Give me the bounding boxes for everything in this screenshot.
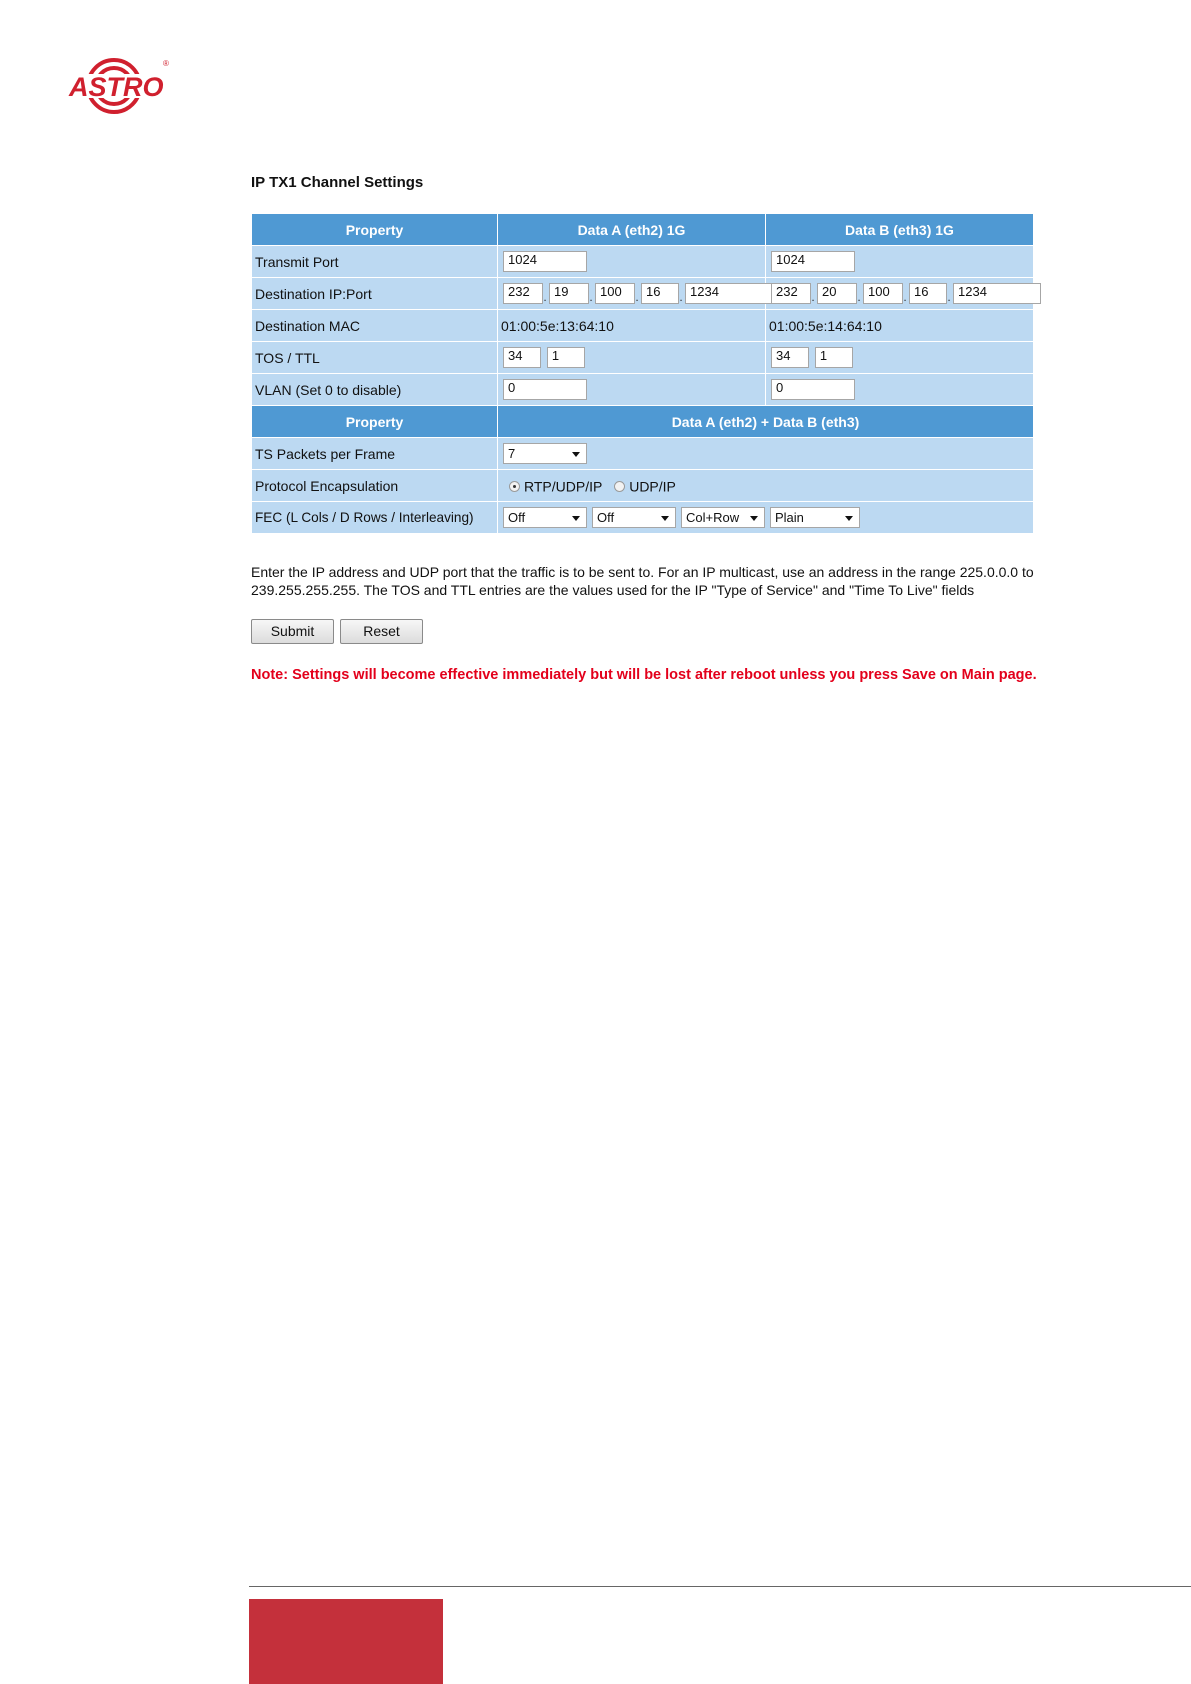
header-data-a: Data A (eth2) 1G <box>498 214 766 246</box>
footer-divider <box>249 1586 1191 1587</box>
table-row <box>252 278 1034 310</box>
dest-ip-b-octet1[interactable]: 232 <box>771 283 811 304</box>
table-row <box>252 470 1034 502</box>
header-property-2: Property <box>252 406 498 438</box>
dot-separator: . <box>679 290 683 304</box>
table-row <box>252 246 1034 278</box>
submit-button[interactable]: Submit <box>251 619 334 644</box>
destination-mac-label: Destination MAC <box>252 310 498 342</box>
protocol-label: Protocol Encapsulation <box>252 470 498 502</box>
fec-mode-value: Plain <box>775 510 804 525</box>
chevron-down-icon <box>572 452 580 457</box>
transmit-port-a-input[interactable]: 1024 <box>503 251 587 272</box>
dot-separator: . <box>635 290 639 304</box>
fec-l-cols-select[interactable] <box>503 507 587 528</box>
vlan-a-input[interactable]: 0 <box>503 379 587 400</box>
vlan-label: VLAN (Set 0 to disable) <box>252 374 498 406</box>
dest-ip-b-octet4[interactable]: 16 <box>909 283 947 304</box>
chevron-down-icon <box>572 516 580 521</box>
svg-text:ASTRO: ASTRO <box>69 72 164 102</box>
header-property: Property <box>252 214 498 246</box>
rtp-udp-ip-label: RTP/UDP/IP <box>524 478 603 495</box>
dot-separator: . <box>811 290 815 304</box>
table-row <box>252 374 1034 406</box>
fec-interleaving-select[interactable] <box>681 507 765 528</box>
dest-ip-b-octet2[interactable]: 20 <box>817 283 857 304</box>
table-row <box>252 438 1034 470</box>
reset-button[interactable]: Reset <box>340 619 423 644</box>
dest-ip-a-octet4[interactable]: 16 <box>641 283 679 304</box>
fec-l-cols-value: Off <box>508 510 526 525</box>
ts-packets-label: TS Packets per Frame <box>252 438 498 470</box>
tos-ttl-label: TOS / TTL <box>252 342 498 374</box>
table-row <box>252 342 1034 374</box>
rtp-udp-ip-radio[interactable] <box>509 481 520 492</box>
chevron-down-icon <box>845 516 853 521</box>
table-header-row <box>252 214 1034 246</box>
header-data-b: Data B (eth3) 1G <box>766 214 1034 246</box>
fec-mode-select[interactable] <box>770 507 860 528</box>
fec-interleaving-value: Col+Row <box>686 510 740 525</box>
astro-logo <box>66 52 174 116</box>
fec-d-rows-value: Off <box>597 510 615 525</box>
dest-ip-b-octet3[interactable]: 100 <box>863 283 903 304</box>
dot-separator: . <box>543 290 547 304</box>
svg-text:®: ® <box>163 59 169 68</box>
chevron-down-icon <box>661 516 669 521</box>
ttl-a-input[interactable]: 1 <box>547 347 585 368</box>
ttl-b-input[interactable]: 1 <box>815 347 853 368</box>
dot-separator: . <box>947 290 951 304</box>
dot-separator: . <box>857 290 861 304</box>
dest-ip-a-octet3[interactable]: 100 <box>595 283 635 304</box>
tos-b-input[interactable]: 34 <box>771 347 809 368</box>
table-row <box>252 502 1034 534</box>
footer-color-block <box>249 1599 443 1684</box>
dest-ip-a-octet2[interactable]: 19 <box>549 283 589 304</box>
table-row <box>252 310 1034 342</box>
fec-d-rows-select[interactable] <box>592 507 676 528</box>
header-combined: Data A (eth2) + Data B (eth3) <box>498 406 1034 438</box>
dot-separator: . <box>589 290 593 304</box>
help-text: Enter the IP address and UDP port that the traffic is to be sent to. For an IP multicast, use an address in the range 225.0.0.0 to 239.255.255.255. The TOS and TTL entries are the values used for the IP "Type of Service" and "Time To Live" fields <box>251 564 1034 598</box>
destination-ip-label: Destination IP:Port <box>252 278 498 310</box>
page-title: IP TX1 Channel Settings <box>251 174 424 191</box>
dest-port-b-input[interactable]: 1234 <box>953 283 1041 304</box>
transmit-port-b-input[interactable]: 1024 <box>771 251 855 272</box>
vlan-b-input[interactable]: 0 <box>771 379 855 400</box>
note-warning: Note: Settings will become effective immediately but will be lost after reboot unless you press Save on Main page. <box>251 667 1037 683</box>
fec-label: FEC (L Cols / D Rows / Interleaving) <box>252 502 498 534</box>
ts-packets-select[interactable] <box>503 443 587 464</box>
channel-settings-table <box>251 213 1034 534</box>
tos-a-input[interactable]: 34 <box>503 347 541 368</box>
dest-ip-a-octet1[interactable]: 232 <box>503 283 543 304</box>
chevron-down-icon <box>750 516 758 521</box>
dest-mac-a-value: 01:00:5e:13:64:10 <box>498 310 766 342</box>
ts-packets-value: 7 <box>508 446 516 461</box>
udp-ip-label: UDP/IP <box>629 478 676 495</box>
transmit-port-label: Transmit Port <box>252 246 498 278</box>
dot-separator: . <box>903 290 907 304</box>
dest-port-a-input[interactable]: 1234 <box>685 283 773 304</box>
udp-ip-radio[interactable] <box>614 481 625 492</box>
table-header-row <box>252 406 1034 438</box>
dest-mac-b-value: 01:00:5e:14:64:10 <box>766 310 1034 342</box>
